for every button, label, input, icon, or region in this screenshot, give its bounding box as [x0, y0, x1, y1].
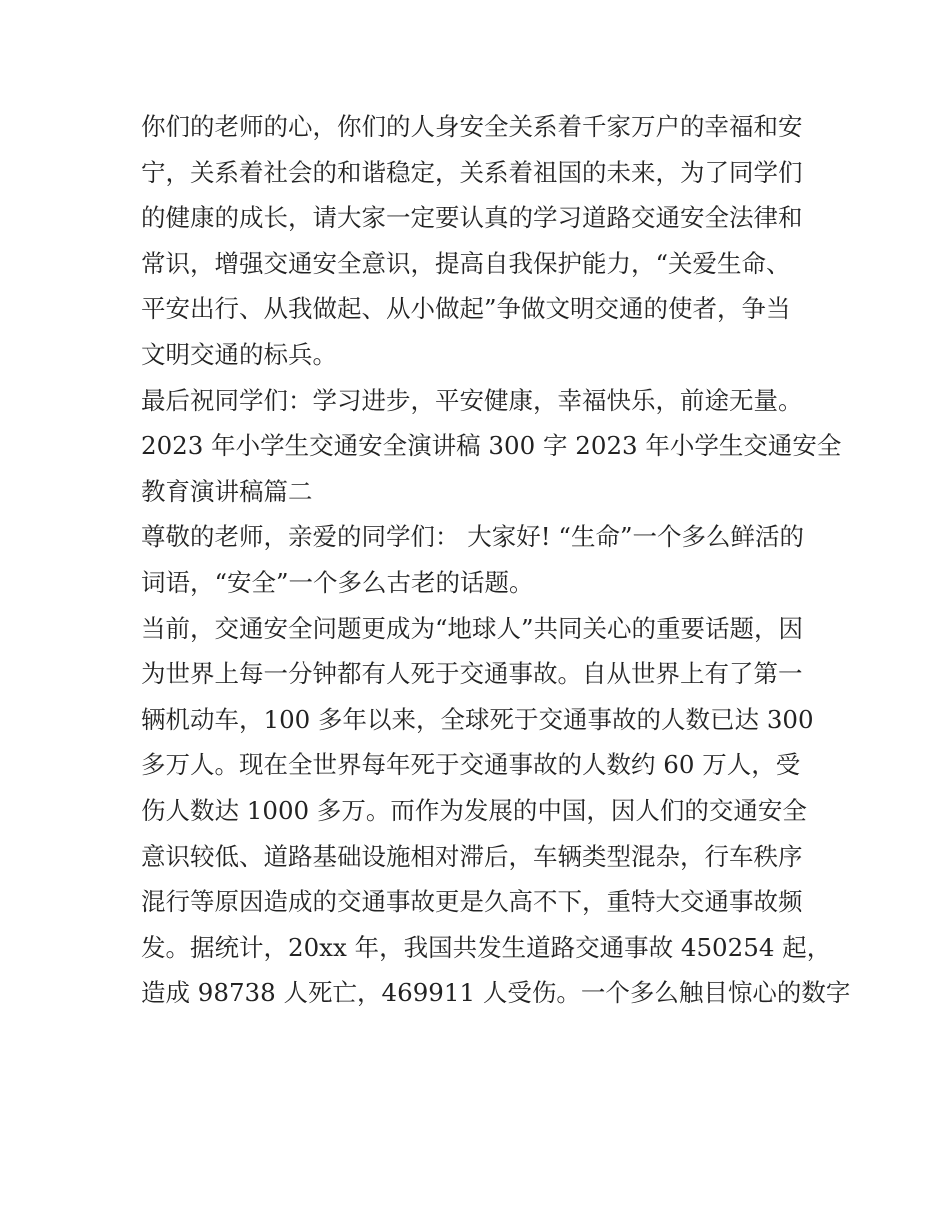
text-line: 伤人数达 1000 多万。而作为发展的中国，因人们的交通安全: [141, 795, 807, 825]
text-line: 多万人。现在全世界每年死于交通事故的人数约 60 万人，受: [141, 750, 801, 780]
text-line: 辆机动车，100 多年以来，全球死于交通事故的人数已达 300: [141, 704, 814, 734]
text-line: 文明交通的标兵。: [141, 339, 337, 369]
text-line: 发。据统计，20xx 年，我国共发生道路交通事故 450254 起，: [141, 932, 832, 962]
text-line: 最后祝同学们：学习进步，平安健康，幸福快乐，前途无量。: [141, 385, 803, 415]
document-body: [141, 104, 851, 1016]
text-line: 常识，增强交通安全意识，提高自我保护能力，“关爱生命、: [141, 248, 791, 278]
text-line: 造成 98738 人死亡，469911 人受伤。一个多么触目惊心的数字: [141, 978, 851, 1008]
text-line: 你们的老师的心，你们的人身安全关系着千家万户的幸福和安: [141, 112, 803, 141]
section-heading-line: 2023 年小学生交通安全演讲稿 300 字 2023 年小学生交通安全: [141, 431, 842, 461]
section-heading-line: 教育演讲稿篇二: [141, 476, 313, 506]
text-line: 平安出行、从我做起、从小做起”争做文明交通的使者，争当: [141, 294, 791, 324]
text-line: 尊敬的老师，亲爱的同学们： 大家好! “生命”一个多么鲜活的: [141, 522, 804, 552]
text-line: 混行等原因造成的交通事故更是久高不下，重特大交通事故频: [141, 887, 803, 917]
text-line: 为世界上每一分钟都有人死于交通事故。自从世界上有了第一: [141, 659, 803, 689]
text-line: 的健康的成长，请大家一定要认真的学习道路交通安全法律和: [141, 203, 803, 233]
text-line: 当前，交通安全问题更成为“地球人”共同关心的重要话题，因: [141, 613, 804, 643]
text-line: 宁，关系着社会的和谐稳定，关系着祖国的未来，为了同学们: [141, 157, 803, 187]
text-line: 意识较低、道路基础设施相对滞后，车辆类型混杂，行车秩序: [141, 841, 803, 871]
text-line: 词语，“安全”一个多么古老的话题。: [141, 567, 534, 597]
